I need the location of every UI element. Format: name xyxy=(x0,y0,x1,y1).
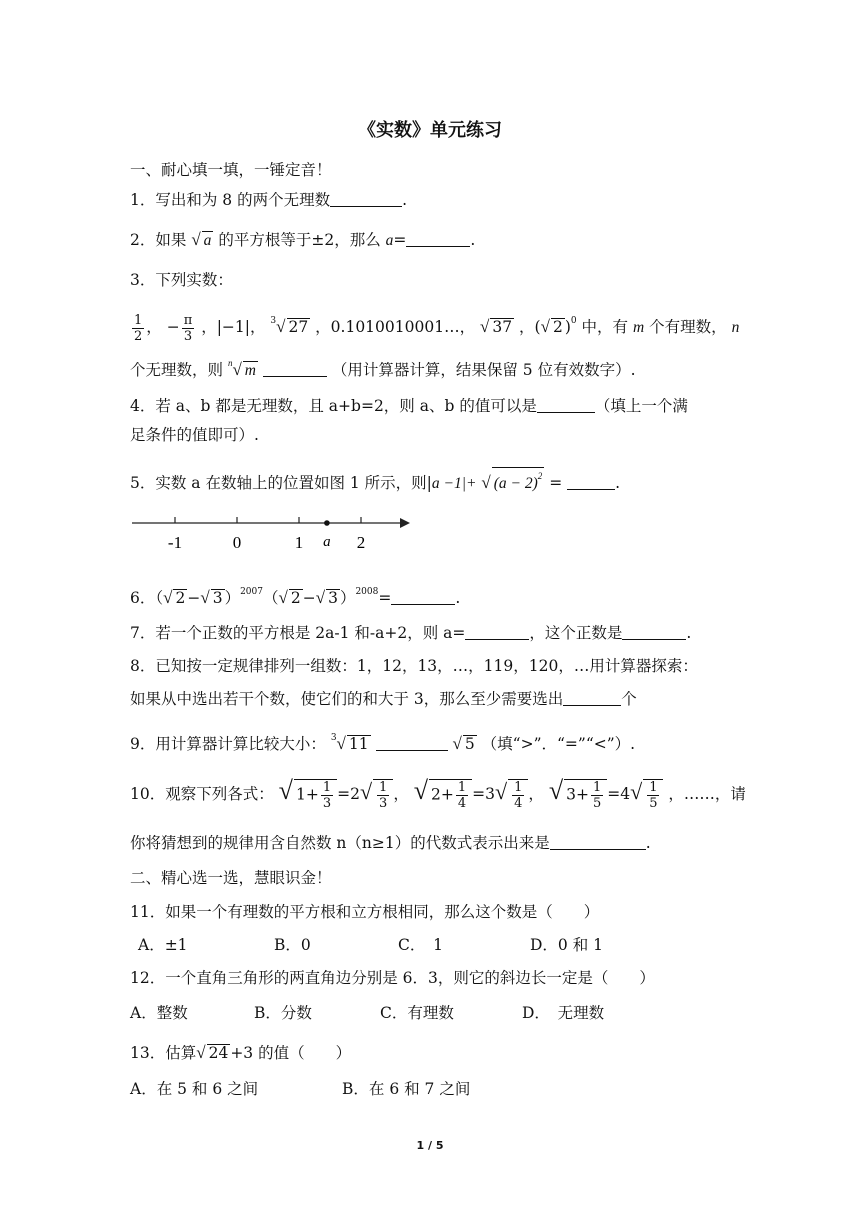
decimal: ，0.1010010001…， xyxy=(315,318,476,336)
q1-text: 1．写出和为 8 的两个无理数 xyxy=(130,191,331,209)
q7-text: 7．若一个正数的平方根是 2a-1 和-a+2，则 a= xyxy=(130,624,466,642)
exponent-2008: 2008 xyxy=(355,587,379,597)
tick-label: 0 xyxy=(232,533,242,552)
page-title: 《实数》单元练习 xyxy=(358,120,502,141)
answer-blank[interactable] xyxy=(391,588,455,605)
q2-end: . xyxy=(470,231,476,249)
answer-blank[interactable] xyxy=(406,230,470,247)
question-9: 9．用计算器计算比较大小： $^3$√ 11 √ 5 （填“>”．“=”“<”）. xyxy=(130,733,636,753)
q2-text-2: 的平方根等于±2，那么 xyxy=(218,231,381,249)
var-a: a xyxy=(385,232,394,249)
question-8-cont: 如果从中选出若干个数，使它们的和大于 3，那么至少需要选出 个 xyxy=(130,690,637,708)
q1-end: . xyxy=(402,191,408,209)
question-10: 10．观察下列各式： √ 1+ $\frac{1}{3}$ =2√ $\frac{1}{3}$ ， √ 2+ $\frac{1}{4}$ =3√ $\frac{1}{4}$ ， √ 3+ $\frac{1}{5}$ =4√ $\frac{1}{5}$ ，……，请 xyxy=(130,776,746,811)
var-m: m xyxy=(633,319,645,336)
q5-text: 5．实数 a 在数轴上的位置如图 1 所示，则| xyxy=(130,474,432,492)
option-c[interactable]: C． 1 xyxy=(398,936,443,954)
tick-label: 1 xyxy=(294,533,304,552)
number-line-figure xyxy=(130,508,412,556)
cbrt-11: 11 xyxy=(348,735,369,753)
var-n: n xyxy=(731,319,740,336)
option-a[interactable]: A．整数 xyxy=(130,1004,188,1022)
exponent-2007: 2007 xyxy=(240,587,263,597)
q13-text-2: +3 的值（ ） xyxy=(230,1044,352,1062)
radical-3: 3+ $\frac{1}{5}$ xyxy=(564,779,607,811)
option-a[interactable]: A．在 5 和 6 之间 xyxy=(130,1080,259,1098)
abs-value: ，|−1|， xyxy=(201,318,266,336)
q3-text: 中，有 xyxy=(581,318,629,336)
abs-expr: a −1|+ xyxy=(431,475,477,492)
radical-2: 2+ $\frac{1}{4}$ xyxy=(429,779,472,811)
nth-root-m: m xyxy=(244,362,256,379)
answer-blank[interactable] xyxy=(376,734,448,751)
question-3-heading: 3．下列实数： xyxy=(130,271,233,289)
sqrt-expr: $(a - 2)^2$ xyxy=(492,467,545,492)
question-12: 12．一个直角三角形的两直角边分别是 6．3，则它的斜边长一定是（ ） xyxy=(130,969,655,987)
paren-close: ) xyxy=(564,318,571,336)
q8-text: 如果从中选出若干个数，使它们的和大于 3，那么至少需要选出 xyxy=(130,690,564,708)
q7-text-2: ，这个正数是 xyxy=(529,624,623,642)
answer-blank[interactable] xyxy=(622,623,686,640)
option-d[interactable]: D． 无理数 xyxy=(522,1004,605,1022)
question-13: 13．估算√ 24 +3 的值（ ） xyxy=(130,1043,352,1062)
question-3-cont: 个无理数，则 $^n$√ m （用计算器计算，结果保留 5 位有效数字）. xyxy=(130,358,636,379)
point-a-label: a xyxy=(323,534,331,550)
answer-blank[interactable] xyxy=(465,623,529,640)
q9-text-2: （填“>”．“=”“<”）. xyxy=(481,735,636,753)
question-4-cont: 足条件的值即可）. xyxy=(130,426,259,444)
q5-end: . xyxy=(615,474,621,492)
answer-blank[interactable] xyxy=(550,833,646,850)
question-1 xyxy=(130,190,407,210)
option-b[interactable]: B．分数 xyxy=(254,1004,312,1022)
question-7: 7．若一个正数的平方根是 2a-1 和-a+2，则 a= ，这个正数是 . xyxy=(130,624,692,642)
question-2 xyxy=(130,230,475,251)
q10-text-2: ，……，请 xyxy=(668,785,746,803)
equals: = xyxy=(544,474,568,492)
option-b[interactable]: B．在 6 和 7 之间 xyxy=(342,1080,471,1098)
answer-blank[interactable] xyxy=(263,360,327,377)
sqrt-24: 24 xyxy=(208,1044,229,1062)
question-6: 6．（√ 2 −√ 3 ）$^{2007}$（√ 2 −√ 3 ）$^{2008}$= . xyxy=(130,587,461,607)
question-10-cont: 你将猜想到的规律用含自然数 n（n≥1）的代数式表示出来是 . xyxy=(130,834,651,852)
cbrt-27: 27 xyxy=(288,318,309,336)
q10-text: 10．观察下列各式： xyxy=(130,785,274,803)
sqrt-5: 5 xyxy=(464,735,475,753)
page-number: 1 / 5 xyxy=(416,1139,444,1152)
q3-text-3: 个无理数，则 xyxy=(130,361,224,379)
exponent-zero: 0 xyxy=(570,316,577,326)
sqrt-symbol: √ xyxy=(191,230,201,249)
question-3-list: $\frac{1}{2}$ ， − $\frac{\pi}{3}$ ，|−1|， $^3$√ 27 ，0.1010010001…， √ 37 ，(√ 2 )$^0$ 中，有 m 个有理数， n xyxy=(134,312,740,344)
point-a xyxy=(324,520,330,526)
q13-text: 13．估算 xyxy=(130,1044,197,1062)
answer-blank[interactable] xyxy=(330,190,402,207)
tick-label: -1 xyxy=(167,533,183,552)
paren-open: ，( xyxy=(519,318,541,336)
q4-text-2: （填上一个满 xyxy=(594,397,688,415)
q10-text-3: 你将猜想到的规律用含自然数 n（n≥1）的代数式表示出来是 xyxy=(130,834,550,852)
equals: = xyxy=(393,231,407,249)
question-5: 5．实数 a 在数轴上的位置如图 1 所示，则|a −1|+ √ $(a - 2)^2$ = . xyxy=(130,467,620,494)
q4-text: 4．若 a、b 都是无理数，且 a+b=2，则 a、b 的值可以是 xyxy=(130,397,537,415)
frac-one-half: $\frac{1}{2}$ xyxy=(134,312,143,344)
option-d[interactable]: D．0 和 1 xyxy=(530,936,604,954)
tick-label: 2 xyxy=(356,533,366,552)
question-4 xyxy=(130,396,688,416)
section-heading-fill: 一、耐心填一填，一锤定音！ xyxy=(130,161,332,179)
sqrt-37: 37 xyxy=(492,318,513,336)
option-c[interactable]: C．有理数 xyxy=(380,1004,454,1022)
sqrt-a: a xyxy=(203,232,212,249)
q3-text-4: （用计算器计算，结果保留 5 位有效数字）. xyxy=(331,361,636,379)
answer-blank[interactable] xyxy=(563,689,621,706)
option-b[interactable]: B．0 xyxy=(274,936,311,954)
answer-blank[interactable] xyxy=(537,396,595,413)
radical-1: 1+ $\frac{1}{3}$ xyxy=(294,779,337,811)
section-heading-choice: 二、精心选一选，慧眼识金！ xyxy=(130,869,332,887)
answer-blank[interactable] xyxy=(567,473,615,490)
q3-text-2: 个有理数， xyxy=(649,318,727,336)
q2-text: 2．如果 xyxy=(130,231,187,249)
option-a[interactable]: A．±1 xyxy=(138,936,188,954)
frac-pi-third: $\frac{\pi}{3}$ xyxy=(183,312,193,344)
q9-text: 9．用计算器计算比较大小： xyxy=(130,735,326,753)
question-11: 11．如果一个有理数的平方根和立方根相同，那么这个数是（ ） xyxy=(130,903,600,921)
question-8: 8．已知按一定规律排列一组数：1，12，13，…，119，120，…用计算器探索： xyxy=(130,657,698,675)
arrow-head xyxy=(400,518,410,528)
